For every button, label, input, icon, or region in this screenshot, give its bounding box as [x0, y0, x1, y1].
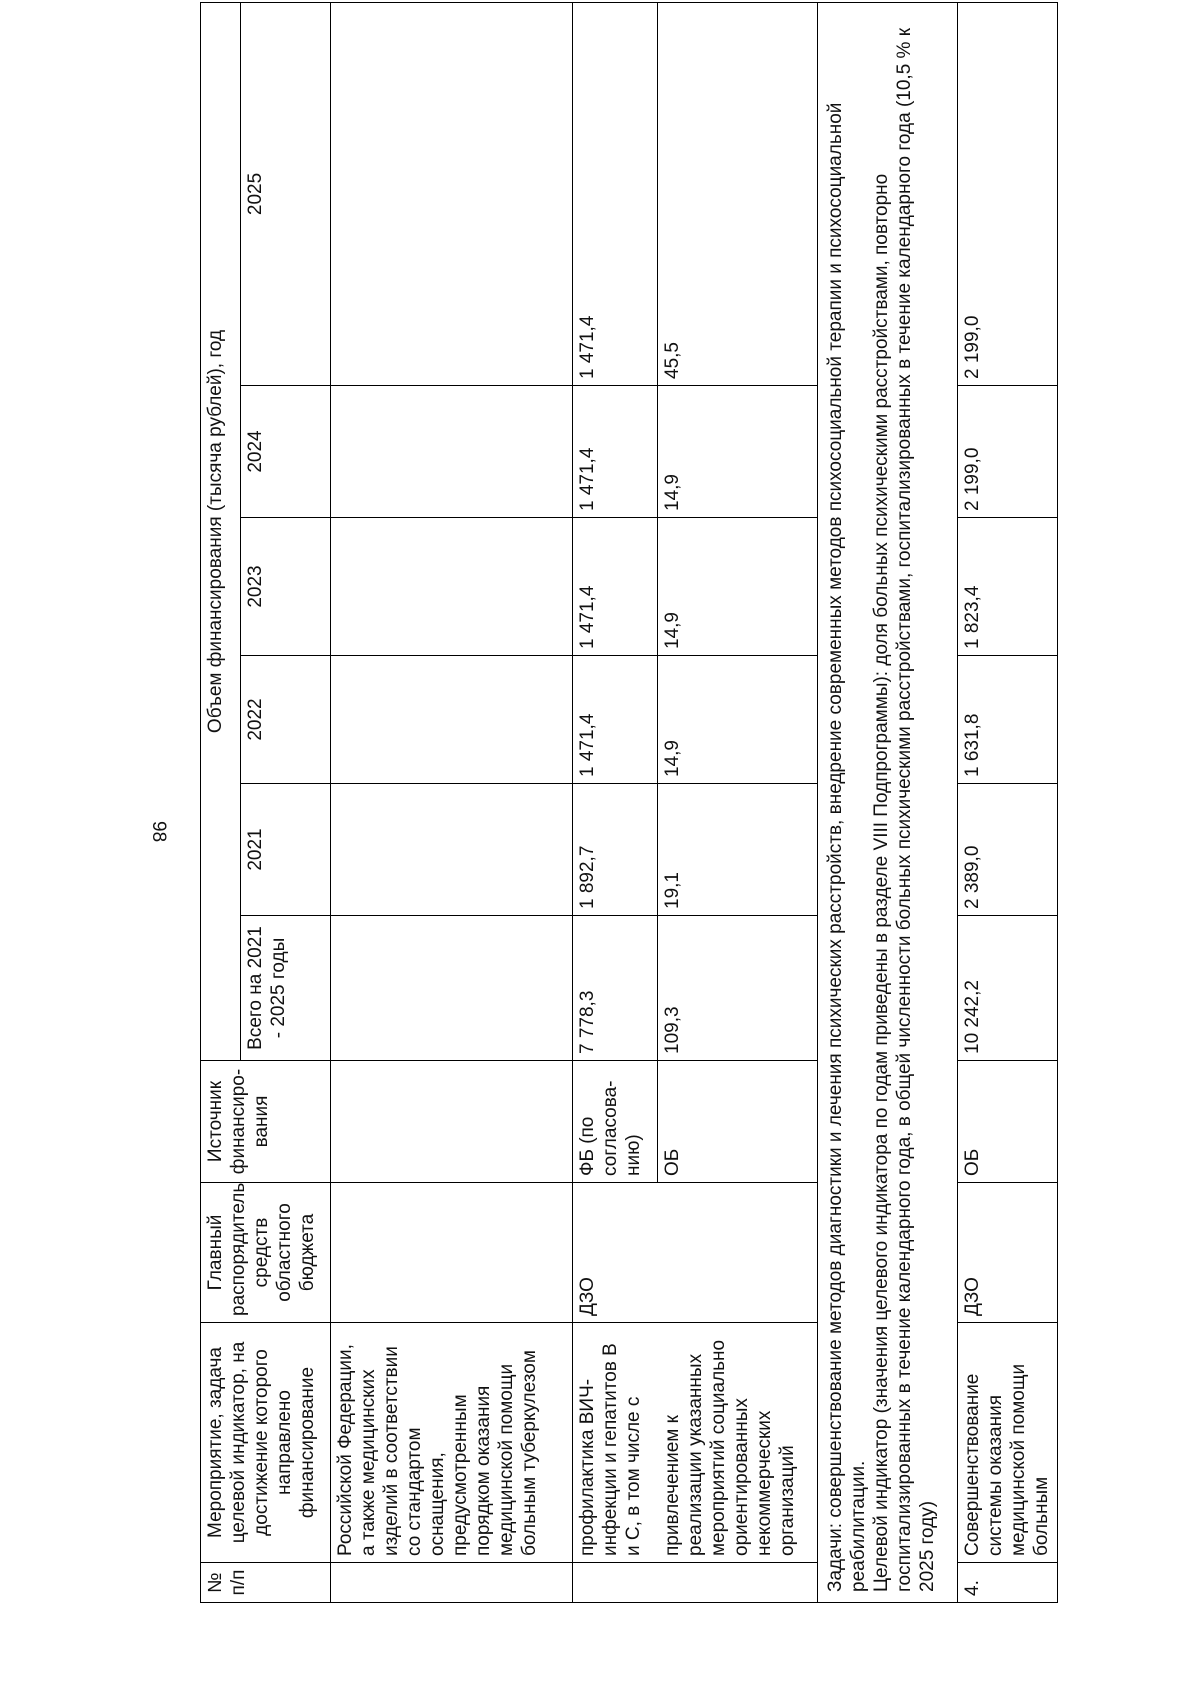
tasks-text: Задачи: совершенствование методов диагностики и лечения психических расстройств, внедрение современных методов психосоциальной терапии и психосоциальной реабилитации. [825, 102, 869, 1592]
cell-2023: 1 471,4 [573, 518, 658, 656]
cell-2022: 14,9 [658, 656, 818, 784]
header-no: № п/п [201, 1563, 331, 1603]
cell-activity: Совершенствование системы оказания медицинской помощи больным [958, 1323, 1058, 1563]
cell-2021 [331, 784, 573, 916]
cell-2025 [331, 2, 573, 385]
cell-manager: ДЗО [573, 1183, 818, 1323]
target-indicator-text: Целевой индикатор (значения целевого индикатора по годам приведены в разделе VIII Подпрограммы): доля больных психическими расстройствами, повторно госпитализированных в течение календарного года, в общей численности больных психическими расстройствами, госпитализированных в течение календарного года (10,5 % к 2025 году) [871, 27, 938, 1592]
cell-total: 7 778,3 [573, 916, 658, 1061]
header-manager: Главный распорядитель средств областного бюджета [201, 1183, 331, 1323]
cell-2024: 14,9 [658, 386, 818, 518]
header-source: Источник финансиро-вания [201, 1061, 331, 1183]
table-row [958, 2, 1058, 1602]
financing-table [200, 2, 1058, 1603]
cell-2025: 1 471,4 [573, 2, 658, 385]
cell-2022: 1 471,4 [573, 656, 658, 784]
cell-manager [331, 1183, 573, 1323]
cell-2021: 19,1 [658, 784, 818, 916]
cell-2022 [331, 656, 573, 784]
header-volume: Объем финансирования (тысяча рублей), год [201, 2, 241, 1060]
cell-activity: привлечением к реализации указанных мероприятий социально ориентированных некоммерческих организаций [658, 1323, 818, 1563]
cell-2024: 2 199,0 [958, 386, 1058, 518]
cell-total: 109,3 [658, 916, 818, 1061]
cell-2022: 1 631,8 [958, 656, 1058, 784]
header-activity: Мероприятие, задача целевой индикатор, на достижение которого направлено финансирование [201, 1323, 331, 1563]
cell-2025: 45,5 [658, 2, 818, 385]
header-year-2023: 2023 [241, 518, 331, 656]
cell-2023: 1 823,4 [958, 518, 1058, 656]
cell-2023 [331, 518, 573, 656]
header-year-2025: 2025 [241, 2, 331, 385]
cell-2023: 14,9 [658, 518, 818, 656]
cell-total [331, 916, 573, 1061]
cell-manager: ДЗО [958, 1183, 1058, 1323]
cell-source [331, 1061, 573, 1183]
header-year-2021: 2021 [241, 784, 331, 916]
cell-source: ФБ (по согласова-нию) [573, 1061, 658, 1183]
cell-activity: профилактика ВИЧ-инфекции и гепатитов В и С, в том числе с [573, 1323, 658, 1563]
cell-2024: 1 471,4 [573, 386, 658, 518]
tasks-block [818, 2, 958, 1602]
cell-source: ОБ [658, 1061, 818, 1183]
cell-total: 10 242,2 [958, 916, 1058, 1061]
tasks-row [818, 2, 958, 1602]
header-year-2024: 2024 [241, 386, 331, 518]
cell-no: 4. [958, 1563, 1058, 1603]
table-row [658, 2, 818, 1602]
cell-2025: 2 199,0 [958, 2, 1058, 385]
page-number: 98 [148, 821, 169, 843]
cell-2021: 1 892,7 [573, 784, 658, 916]
header-total: Всего на 2021 - 2025 годы [241, 916, 331, 1061]
cell-no [331, 1563, 573, 1603]
cell-2021: 2 389,0 [958, 784, 1058, 916]
cell-no [573, 1563, 818, 1603]
table-row [573, 2, 658, 1602]
cell-activity: Российской Федерации, а также медицинских изделий в соответствии со стандартом оснащения, предусмотренным порядком оказания медицинской помощи больным туберкулезом [331, 1323, 573, 1563]
cell-source: ОБ [958, 1061, 1058, 1183]
header-year-2022: 2022 [241, 656, 331, 784]
rotated-table-container [200, 27, 1155, 1603]
table-row [331, 2, 573, 1602]
cell-2024 [331, 386, 573, 518]
